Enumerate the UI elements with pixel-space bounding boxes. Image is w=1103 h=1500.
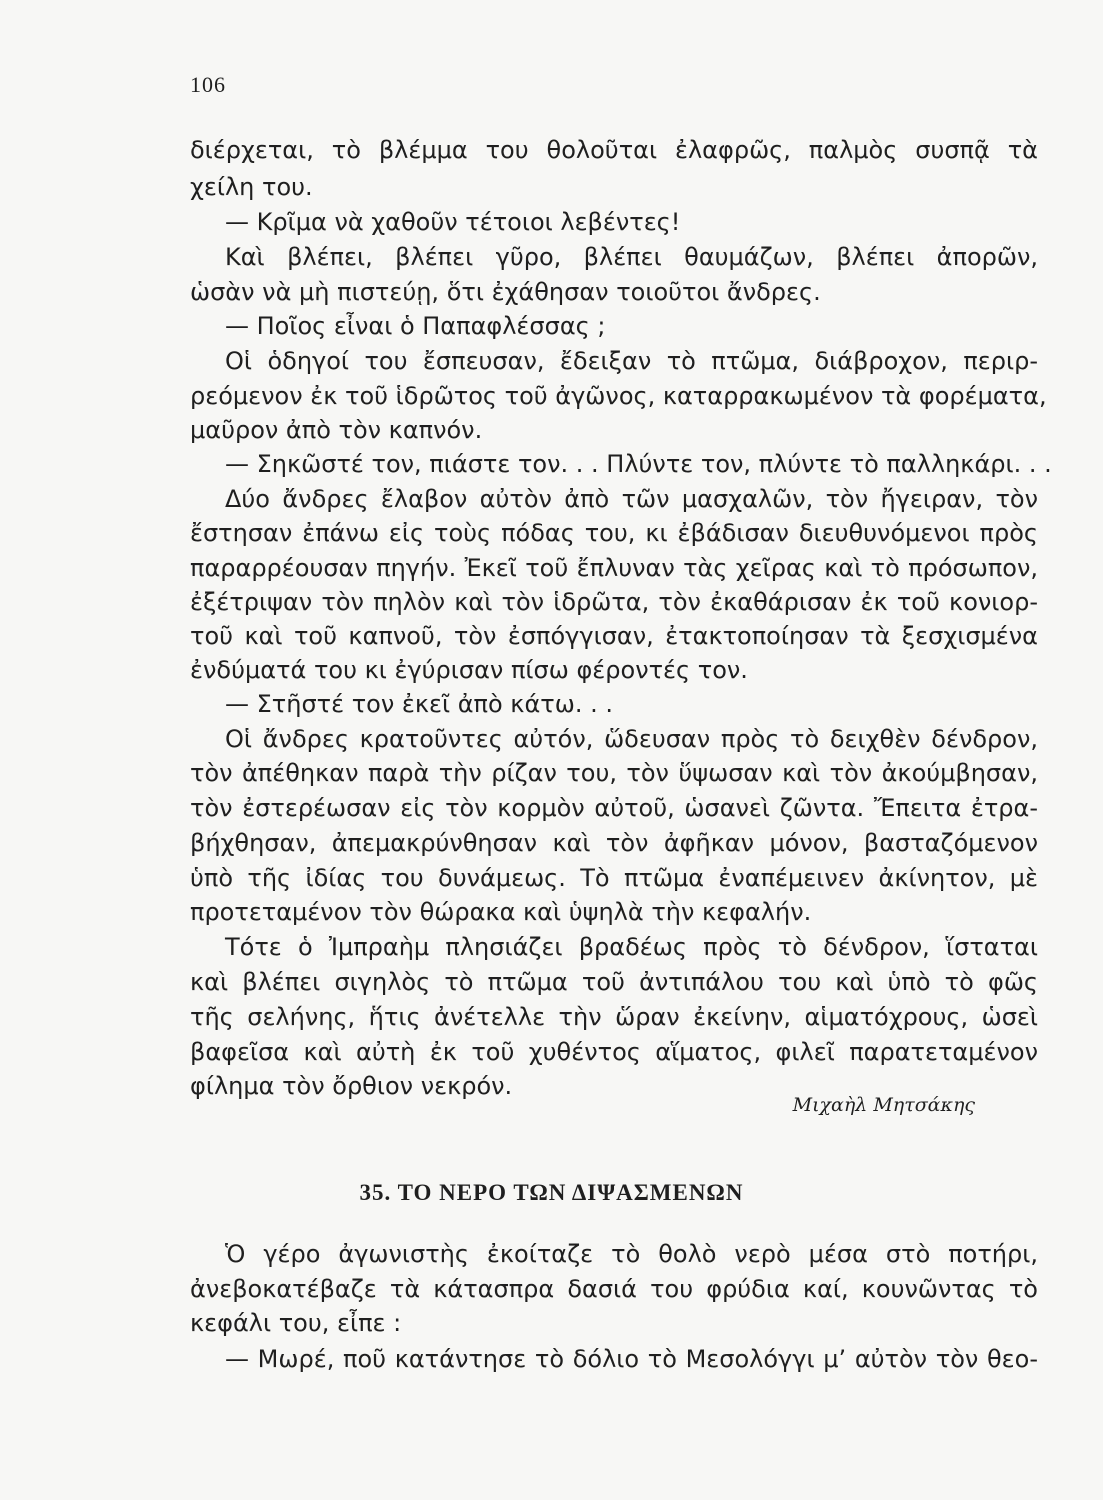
text-line: προτεταμένον τὸν θώρακα καὶ ὑψηλὰ τὴν κεφαλήν.	[190, 898, 812, 926]
text-line: — Στῆστέ τον ἐκεῖ ἀπὸ κάτω. . .	[225, 690, 613, 718]
text-line: τὸν ἀπέθηκαν παρὰ τὴν ρίζαν του, τὸν ὕψωσαν καὶ τὸν ἀκούμβησαν,	[190, 759, 1038, 787]
text-line: Τότε ὁ Ἰμπραὴμ πλησιάζει βραδέως πρὸς τὸ δένδρον, ἵσταται	[225, 933, 1038, 961]
text-line: ὡσὰν νὰ μὴ πιστεύῃ, ὅτι ἐχάθησαν τοιοῦτοι ἄνδρες.	[190, 278, 821, 306]
text-line: χείλη του.	[190, 173, 313, 201]
page-number: 106	[190, 72, 226, 97]
text-line: — Ποῖος εἶναι ὁ Παπαφλέσσας ;	[225, 312, 606, 340]
text-line: διέρχεται, τὸ βλέμμα του θολοῦται ἐλαφρῶς, παλμὸς συσπᾷ τὰ	[190, 136, 1038, 164]
text-line: — Σηκῶστέ τον, πιάστε τον. . . Πλύντε τον, πλύντε τὸ παλληκάρι. . .	[225, 450, 1052, 478]
text-line: τῆς σελήνης, ἥτις ἀνέτελλε τὴν ὥραν ἐκείνην, αἱματόχρους, ὡσεὶ	[190, 1003, 1038, 1031]
text-line: ἔστησαν ἐπάνω εἰς τοὺς πόδας του, κι ἐβάδισαν διευθυνόμενοι πρὸς	[190, 519, 1038, 547]
text-line: Καὶ βλέπει, βλέπει γῦρο, βλέπει θαυμάζων, βλέπει ἀπορῶν,	[225, 243, 1038, 271]
text-line: βήχθησαν, ἀπεμακρύνθησαν καὶ τὸν ἀφῆκαν μόνον, βασταζόμενον	[190, 829, 1038, 857]
text-line: ἐνδύματά του κι ἐγύρισαν πίσω φέροντές τον.	[190, 656, 748, 684]
text-line: ρεόμενον ἐκ τοῦ ἱδρῶτος τοῦ ἀγῶνος, καταρρακωμένον τὰ φορέματα,	[190, 382, 1047, 410]
text-line: τὸν ἐστερέωσαν εἰς τὸν κορμὸν αὐτοῦ, ὡσανεὶ ζῶντα. Ἔπειτα ἐτρα-	[190, 794, 1038, 822]
text-line: μαῦρον ἀπὸ τὸν καπνόν.	[190, 416, 483, 444]
section-heading: 35. ΤΟ ΝΕΡΟ ΤΩΝ ΔΙΨΑΣΜΕΝΩΝ	[359, 1180, 744, 1205]
text-line: κεφάλι του, εἶπε :	[190, 1309, 402, 1337]
text-line: παραρρέουσαν πηγήν. Ἐκεῖ τοῦ ἔπλυναν τὰς χεῖρας καὶ τὸ πρόσωπον,	[190, 554, 1038, 582]
text-line: ἀνεβοκατέβαζε τὰ κάτασπρα δασιά του φρύδια καί, κουνῶντας τὸ	[190, 1275, 1038, 1303]
text-line: ὑπὸ τῆς ἰδίας του δυνάμεως. Τὸ πτῶμα ἐναπέμεινεν ἀκίνητον, μὲ	[190, 864, 1038, 892]
author-signature: Μιχαὴλ Μητσάκης	[792, 1094, 975, 1116]
text-line: Οἱ ἄνδρες κρατοῦντες αὐτόν, ὥδευσαν πρὸς τὸ δειχθὲν δένδρον,	[225, 725, 1038, 753]
text-line: φίλημα τὸν ὄρθιον νεκρόν.	[190, 1072, 513, 1100]
text-line: Οἱ ὁδηγοί του ἔσπευσαν, ἔδειξαν τὸ πτῶμα, διάβροχον, περιρ-	[225, 347, 1038, 375]
text-line: τοῦ καὶ τοῦ καπνοῦ, τὸν ἐσπόγγισαν, ἐτακτοποίησαν τὰ ξεσχισμένα	[190, 622, 1038, 650]
text-line: καὶ βλέπει σιγηλὸς τὸ πτῶμα τοῦ ἀντιπάλου του καὶ ὑπὸ τὸ φῶς	[190, 968, 1038, 996]
text-line: — Κρῖμα νὰ χαθοῦν τέτοιοι λεβέντες!	[225, 208, 681, 236]
text-line: ἐξέτριψαν τὸν πηλὸν καὶ τὸν ἱδρῶτα, τὸν ἐκαθάρισαν ἐκ τοῦ κονιορ-	[190, 588, 1038, 616]
text-line: Ὁ γέρο ἀγωνιστὴς ἐκοίταζε τὸ θολὸ νερὸ μέσα στὸ ποτήρι,	[225, 1240, 1038, 1268]
text-line: βαφεῖσα καὶ αὐτὴ ἐκ τοῦ χυθέντος αἵματος, φιλεῖ παρατεταμένον	[190, 1038, 1038, 1066]
text-line: — Μωρέ, ποῦ κατάντησε τὸ δόλιο τὸ Μεσολόγγι μ’ αὐτὸν τὸν θεο-	[225, 1345, 1038, 1373]
text-line: Δύο ἄνδρες ἔλαβον αὐτὸν ἀπὸ τῶν μασχαλῶν, τὸν ἤγειραν, τὸν	[225, 485, 1038, 513]
